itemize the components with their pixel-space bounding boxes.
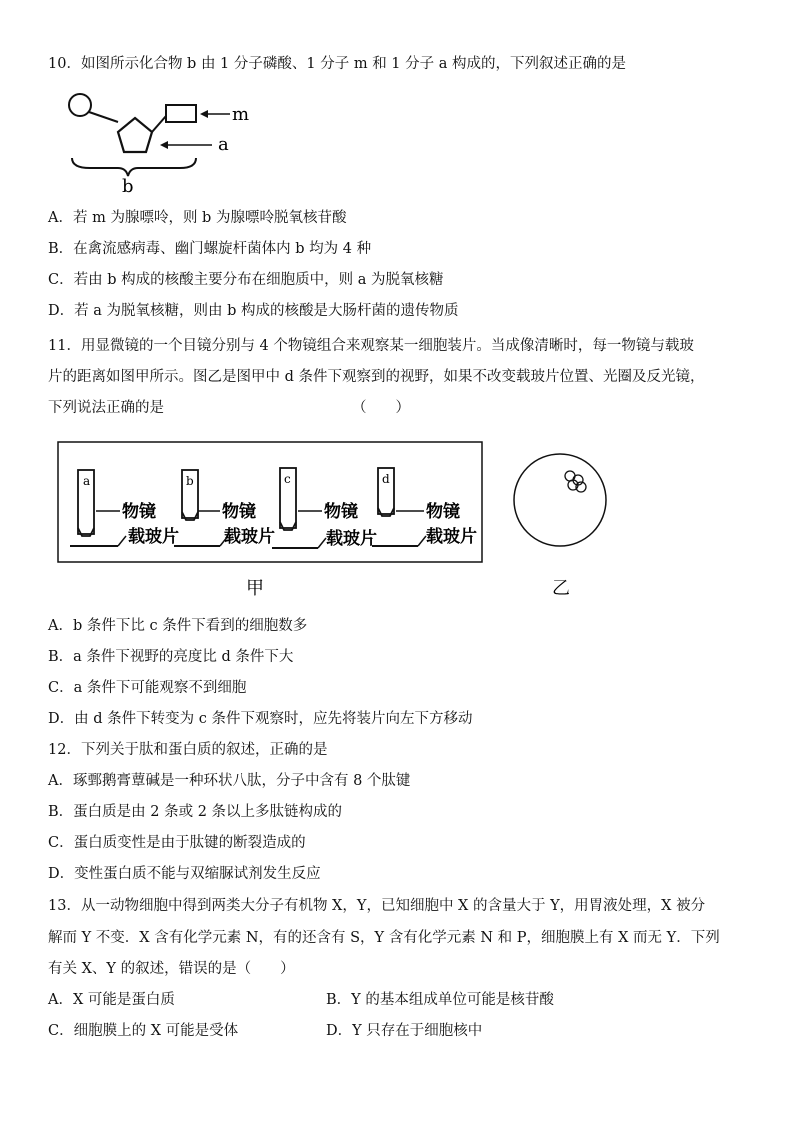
q11-option-d: D．由 d 条件下转变为 c 条件下观察时，应先将装片向左下方移动 <box>48 711 473 727</box>
q10-option-d: D．若 a 为脱氧核糖，则由 b 构成的核酸是大肠杆菌的遗传物质 <box>48 303 459 319</box>
objective-label: 物镜 <box>122 502 156 522</box>
q12-stem: 12．下列关于肽和蛋白质的叙述，正确的是 <box>48 742 328 758</box>
q13-option-a: A．X 可能是蛋白质 <box>48 992 175 1008</box>
objective-label: 物镜 <box>222 502 256 522</box>
q13-option-d: D．Y 只存在于细胞核中 <box>326 1023 483 1039</box>
cells-cluster <box>565 471 586 492</box>
slide-label: 载玻片 <box>326 529 377 549</box>
q11-option-a: A．b 条件下比 c 条件下看到的细胞数多 <box>48 618 308 634</box>
q12-option-a: A．琢鄄鹅膏蕈碱是一种环状八肽，分子中含有 8 个肽键 <box>48 773 411 789</box>
q13-stem-line1: 13．从一动物细胞中得到两类大分子有机物 X，Y，已知细胞中 X 的含量大于 Y，用胃液处理，X 被分 <box>48 898 706 914</box>
slide-label: 载玻片 <box>426 527 477 547</box>
caption-jia: 甲 <box>246 578 264 599</box>
q11-stem-line1: 11．用显微镜的一个目镜分别与 4 个物镜组合来观察某一细胞装片。当成像清晰时，每一物镜与载玻 <box>48 338 694 354</box>
base-rect <box>166 105 196 122</box>
q10-option-a: A．若 m 为腺嘌呤，则 b 为腺嘌呤脱氧核苷酸 <box>48 210 347 226</box>
label-b: b <box>122 176 134 196</box>
caption-yi: 乙 <box>552 578 570 599</box>
q12-option-b: B．蛋白质是由 2 条或 2 条以上多肽链构成的 <box>48 804 343 820</box>
nucleotide-diagram <box>60 88 260 196</box>
q11-stem-line2: 片的距离如图甲所示。图乙是图甲中 d 条件下观察到的视野，如果不改变载玻片位置、光圈及反光镜， <box>48 369 705 385</box>
objective-a <box>70 470 179 547</box>
brace-b <box>72 158 196 176</box>
slide-label: 载玻片 <box>224 527 275 547</box>
q11-option-c: C．a 条件下可能观察不到细胞 <box>48 680 247 696</box>
objective-c-label: c <box>284 472 291 486</box>
q10-stem: 10．如图所示化合物 b 由 1 分子磷酸、1 分子 m 和 1 分子 a 构成的，下列叙述正确的是 <box>48 56 627 72</box>
pentose-pentagon <box>118 118 152 152</box>
q13-stem-line3: 有关 X、Y 的叙述，错误的是（ ） <box>48 961 295 977</box>
q13-option-b: B．Y 的基本组成单位可能是核苷酸 <box>326 992 554 1008</box>
slide-label: 载玻片 <box>128 527 179 547</box>
q11-stem-line3: 下列说法正确的是 <box>48 400 164 416</box>
objective-c <box>272 468 377 549</box>
q10-option-b: B．在禽流感病毒、幽门螺旋杆菌体内 b 均为 4 种 <box>48 241 372 257</box>
objective-b <box>174 470 275 547</box>
label-a: a <box>218 134 229 155</box>
q10-option-c: C．若由 b 构成的核酸主要分布在细胞质中，则 a 为脱氧核糖 <box>48 272 444 288</box>
objective-d <box>372 468 477 547</box>
q11-answer-paren: （ ） <box>352 400 410 416</box>
q12-option-d: D．变性蛋白质不能与双缩脲试剂发生反应 <box>48 866 321 882</box>
objective-b-label: b <box>186 474 194 488</box>
q13-option-c: C．细胞膜上的 X 可能是受体 <box>48 1023 239 1039</box>
objective-d-label: d <box>382 472 390 486</box>
objective-label: 物镜 <box>426 502 460 522</box>
phosphate-circle <box>69 94 91 116</box>
q11-option-b: B．a 条件下视野的亮度比 d 条件下大 <box>48 649 294 665</box>
q13-stem-line2: 解而 Y 不变．X 含有化学元素 N，有的还含有 S，Y 含有化学元素 N 和 P，细胞膜上有 X 而无 Y．下列 <box>48 930 720 946</box>
objective-label: 物镜 <box>324 502 358 522</box>
microscope-figure <box>54 438 614 606</box>
label-m: m <box>232 104 250 125</box>
view-field-circle <box>514 454 606 546</box>
objective-a-label: a <box>83 474 91 488</box>
q12-option-c: C．蛋白质变性是由于肽键的断裂造成的 <box>48 835 306 851</box>
